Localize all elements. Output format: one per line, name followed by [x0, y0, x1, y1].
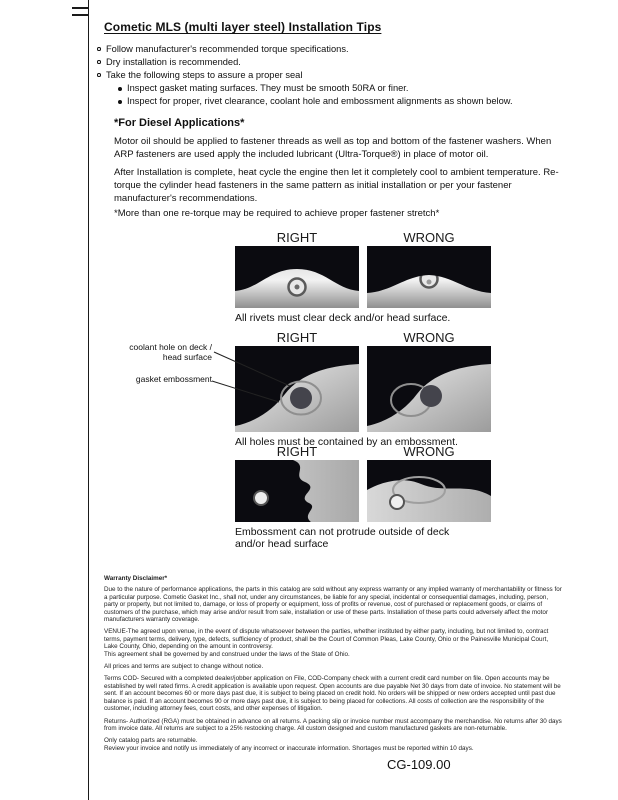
diagram-labels — [235, 444, 491, 460]
sub-tip-text: Inspect gasket mating surfaces. They must be smooth 50RA or finer. — [127, 83, 409, 93]
diagram-row-rivets — [235, 230, 491, 324]
diagram-caption: All rivets must clear deck and/or head surface. — [235, 312, 451, 324]
tip-item — [96, 43, 566, 56]
protrusion-right-diagram — [235, 460, 359, 522]
rivet-wrong-diagram — [367, 246, 491, 308]
diesel-paragraph: Motor oil should be applied to fastener threads as well as top and bottom of the fastener washers. When ARP fasteners are used apply the included lubricant (Ultra-Torque®) in place of motor oil. — [114, 136, 552, 160]
warranty-paragraph: VENUE-The agreed upon venue, in the event of dispute whatsoever between the parties, whether instituted by either party, including, but not limited to, contract terms, payment terms, delivery, type, defects, sufficiency of product, shall be the Court of Common Pleas, Lake County, Ohio or the Painesville Municipal Court, Lake County, Ohio, depending on the amount in controversy. — [104, 628, 549, 651]
wrong-label: WRONG — [403, 444, 455, 459]
warranty-paragraph: Only catalog parts are returnable. — [104, 737, 198, 745]
sub-tip-text: Inspect for proper, rivet clearance, coolant hole and embossment alignments as shown below. — [127, 96, 513, 106]
warranty-paragraph: Due to the nature of performance applications, the parts in this catalog are sold without any express warranty or any implied warranty of merchantability or fitness for a particular purpose. Cometic Gasket Inc., shall not, under any circumstances, be liable for any special, incidental or consequential damages, including, person, party or property, but not limited to, damage, or loss of property or equipment, loss of profits or revenue, cost of purchased or replacement goods, or claims of customers of the purchase, which may arise and/or result from sale, installation or use of these parts. Installation of these parts could adversely affect the motor manufacturers warranty coverage. — [104, 586, 562, 624]
warranty-paragraph: Review your invoice and notify us immediately of any incorrect or inaccurate information. Shortages must be reported within 10 days. — [104, 744, 474, 752]
protrusion-wrong-diagram — [367, 460, 491, 522]
warranty-paragraph: Terms COD- Secured with a completed dealer/jobber application on File, COD-Company check with a current credit card number on file. Open accounts may be established by well rated firms. A credit application is available upon request. Open accounts are due payable Net 30 days from date of invoice. No statement will be sent. If an account becomes 60 or more days past due, it is subject to being placed on credit hold. No orders will be shipped or new orders accepted until past due balance is paid. If an account becomes 90 or more days past due, it is subject to being placed for collections. All costs of collection are the responsibility of the customer, including attorney fees, court costs, and other expenses of litigation. — [104, 675, 561, 713]
tip-text: Take the following steps to assure a proper seal — [106, 70, 303, 80]
warranty-heading: Warranty Disclaimer* — [104, 575, 168, 582]
right-label: RIGHT — [276, 330, 318, 345]
diagram-labels — [235, 230, 491, 246]
wrong-label: WRONG — [403, 230, 455, 245]
diagram-panels — [235, 460, 491, 522]
page-code: CG-109.00 — [387, 757, 451, 772]
right-label: RIGHT — [276, 444, 318, 459]
sub-tip-item — [117, 95, 566, 108]
installation-tips-list — [96, 43, 566, 108]
tip-item — [96, 69, 566, 82]
tip-text: Follow manufacturer's recommended torque specifications. — [106, 44, 349, 54]
warranty-paragraph: Returns- Authorized (RGA) must be obtained in advance on all returns. A packing slip or invoice number must accompany the merchandise. No returns after 30 days from invoice date. All returns are subject to a 25% restocking charge. All custom designed and custom manufactured gaskets are non-returnable. — [104, 717, 562, 732]
diagram-labels — [235, 330, 491, 346]
diesel-paragraph: After Installation is complete, heat cycle the engine then let it completely cool to ambient temperature. Re-torque the cylinder head fasteners in the same pattern as initial installation or per your fastener manufacturer's recommendations. — [114, 167, 559, 204]
sub-tip-item — [117, 82, 566, 95]
warranty-paragraph: This agreement shall be governed by and construed under the laws of the State of Ohio. — [104, 650, 350, 658]
diesel-applications-heading: *For Diesel Applications* — [114, 117, 245, 129]
diagram-caption: Embossment can not protrude outside of deck and/or head surface — [235, 526, 450, 550]
callout-pointer-lines — [210, 350, 310, 410]
registration-mark — [72, 7, 88, 9]
registration-mark — [72, 14, 88, 16]
warranty-paragraph: All prices and terms are subject to change without notice. — [104, 663, 264, 671]
left-margin-rule — [88, 0, 89, 800]
coolant-hole-callout: coolant hole on deck / head surface — [129, 342, 212, 362]
rivet-right-diagram — [235, 246, 359, 308]
tip-item — [96, 56, 566, 69]
embossment-wrong-diagram — [367, 346, 491, 432]
diagram-panels — [235, 246, 491, 308]
diagram-caption: All holes must be contained by an embossment. — [235, 436, 458, 448]
right-label: RIGHT — [276, 230, 318, 245]
warranty-disclaimer-section — [104, 575, 562, 752]
diagram-row-protrusion — [235, 444, 491, 550]
wrong-label: WRONG — [403, 330, 455, 345]
retorque-note: *More than one re-torque may be required to achieve proper fastener stretch* — [114, 208, 440, 219]
page-title: Cometic MLS (multi layer steel) Installation Tips — [104, 20, 382, 34]
gasket-embossment-callout: gasket embossment — [135, 374, 212, 384]
tip-text: Dry installation is recommended. — [106, 57, 241, 67]
